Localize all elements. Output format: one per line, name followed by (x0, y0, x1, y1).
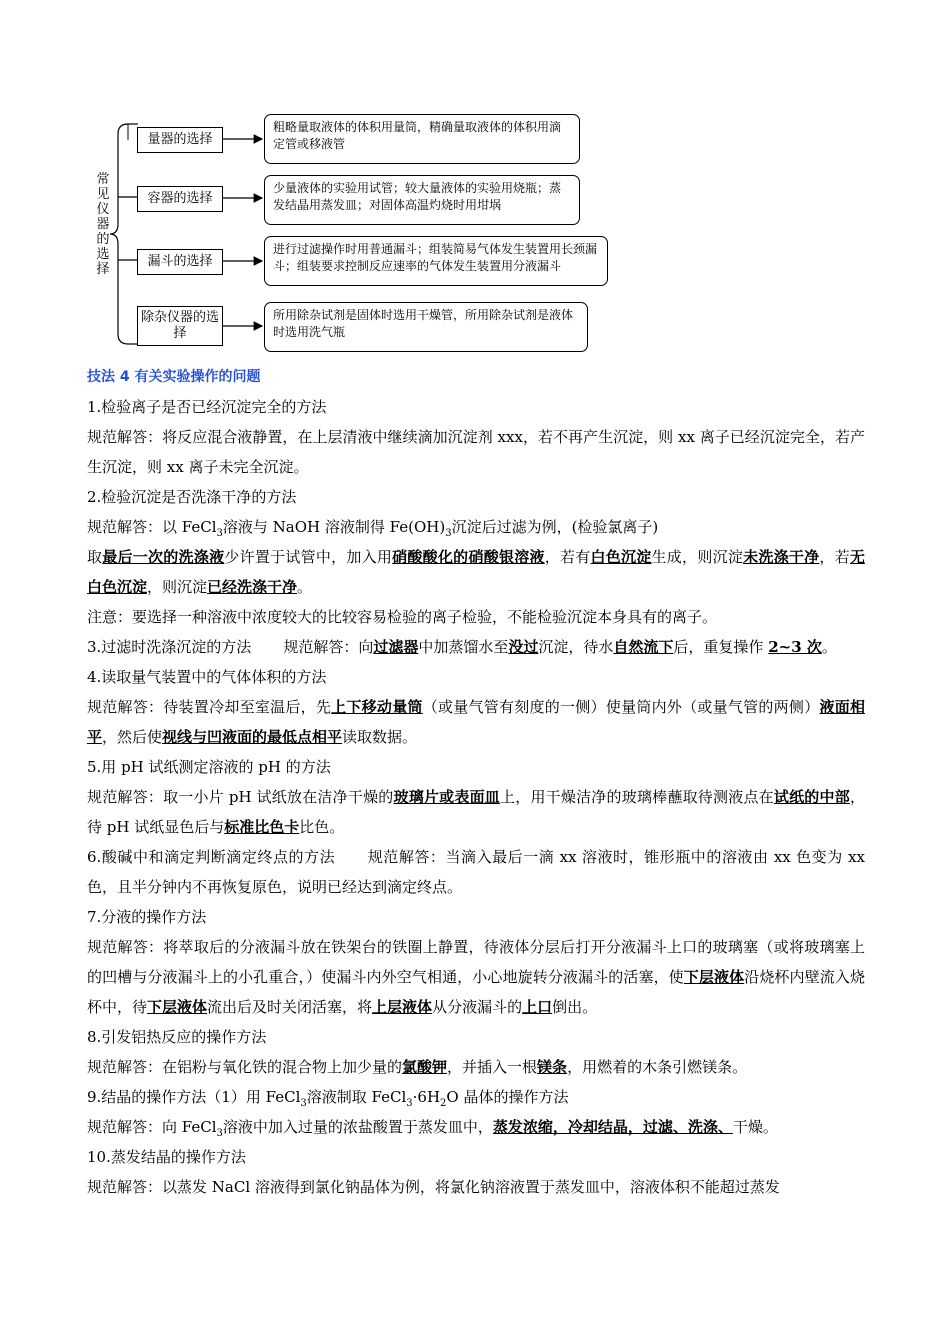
section-heading: 技法 4 有关实验操作的问题 (87, 369, 261, 385)
box-impurity-removal-detail: 所用除杂试剂是固体时选用干燥管，所用除杂试剂是液体时选用洗气瓶 (264, 302, 588, 352)
item-5-title: 5.用 pH 试纸测定溶液的 pH 的方法 (87, 758, 331, 776)
box-measure-detail: 粗略量取液体的体积用量筒，精确量取液体的体积用滴定管或移液管 (264, 114, 580, 164)
item-1-title: 1.检验离子是否已经沉淀完全的方法 (87, 398, 327, 416)
item-2-title: 2.检验沉淀是否洗涤干净的方法 (87, 488, 297, 506)
item-5-answer: 规范解答：取一小片 pH 试纸放在洁净干燥的玻璃片或表面皿上，用干燥洁净的玻璃棒蘸取待测液点在试纸的中部，待 pH 试纸显色后与标准比色卡比色。 (87, 788, 865, 836)
diagram-vertical-label: 常见仪器的选择 (96, 172, 110, 277)
instrument-selection-diagram (90, 112, 620, 357)
item-2-detail: 取最后一次的洗涤液少许置于试管中，加入用硝酸酸化的硝酸银溶液，若有白色沉淀生成，则沉淀未洗涤干净，若无白色沉淀，则沉淀已经洗涤干净。 (87, 548, 865, 596)
box-funnel-detail: 进行过滤操作时用普通漏斗；组装简易气体发生装置用长颈漏斗；组装要求控制反应速率的气体发生装置用分液漏斗 (264, 236, 608, 286)
item-4-title: 4.读取量气装置中的气体体积的方法 (87, 668, 327, 686)
item-8-answer: 规范解答：在铝粉与氧化铁的混合物上加少量的氯酸钾，并插入一根镁条，用燃着的木条引燃镁条。 (87, 1058, 748, 1076)
box-funnel-selection: 漏斗的选择 (137, 249, 223, 275)
item-6: 6.酸碱中和滴定判断滴定终点的方法 规范解答：当滴入最后一滴 xx 溶液时，锥形瓶中的溶液由 xx 色变为 xx 色，且半分钟内不再恢复原色，说明已经达到滴定终点。 (87, 848, 865, 896)
item-4-answer: 规范解答：待装置冷却至室温后，先上下移动量筒（或量气管有刻度的一侧）使量筒内外（或量气管的两侧）液面相平，然后使视线与凹液面的最低点相平读取数据。 (87, 698, 865, 746)
item-8-title: 8.引发铝热反应的操作方法 (87, 1028, 267, 1046)
item-3: 3.过滤时洗涤沉淀的方法 规范解答：向过滤器中加蒸馏水至没过沉淀，待水自然流下后，重复操作 2~3 次。 (87, 638, 837, 656)
main-content (87, 362, 865, 1202)
item-1-answer: 规范解答：将反应混合液静置，在上层清液中继续滴加沉淀剂 xxx，若不再产生沉淀，则 xx 离子已经沉淀完全，若产生沉淀，则 xx 离子未完全沉淀。 (87, 428, 865, 476)
box-impurity-removal-selection: 除杂仪器的选择 (137, 306, 223, 346)
item-10-answer: 规范解答：以蒸发 NaCl 溶液得到氯化钠晶体为例，将氯化钠溶液置于蒸发皿中，溶液体积不能超过蒸发 (87, 1178, 780, 1196)
item-7-answer: 规范解答：将萃取后的分液漏斗放在铁架台的铁圈上静置，待液体分层后打开分液漏斗上口的玻璃塞（或将玻璃塞上的凹槽与分液漏斗上的小孔重合，）使漏斗内外空气相通，小心地旋转分液漏斗的活塞，使下层液体沿烧杯内壁流入烧杯中，待下层液体流出后及时关闭活塞，将上层液体从分液漏斗的上口倒出。 (87, 938, 865, 1016)
item-2-answer: 规范解答：以 FeCl$_3$溶液与 NaOH 溶液制得 $Fe(OH)_3$沉淀后过滤为例，(检验氯离子) (87, 518, 659, 539)
item-7-title: 7.分液的操作方法 (87, 908, 207, 926)
item-9-answer: 规范解答：向 FeCl$_3$溶液中加入过量的浓盐酸置于蒸发皿中，蒸发浓缩，冷却结晶，过滤、洗涤、干燥。 (87, 1118, 778, 1139)
box-container-detail: 少量液体的实验用试管；较大量液体的实验用烧瓶；蒸发结晶用蒸发皿；对固体高温灼烧时用坩埚 (264, 175, 580, 225)
item-2-note: 注意：要选择一种溶液中浓度较大的比较容易检验的离子检验，不能检验沉淀本身具有的离子。 (87, 608, 718, 626)
item-10-title: 10.蒸发结晶的操作方法 (87, 1148, 246, 1166)
box-container-selection: 容器的选择 (137, 186, 223, 212)
item-9-title: 9.结晶的操作方法（1）用 FeCl$_3$溶液制取 $FeCl_3\cdot 6H_2O$ 晶体的操作方法 (87, 1088, 569, 1109)
box-measure-selection: 量器的选择 (137, 127, 223, 153)
brace-line (110, 124, 128, 344)
